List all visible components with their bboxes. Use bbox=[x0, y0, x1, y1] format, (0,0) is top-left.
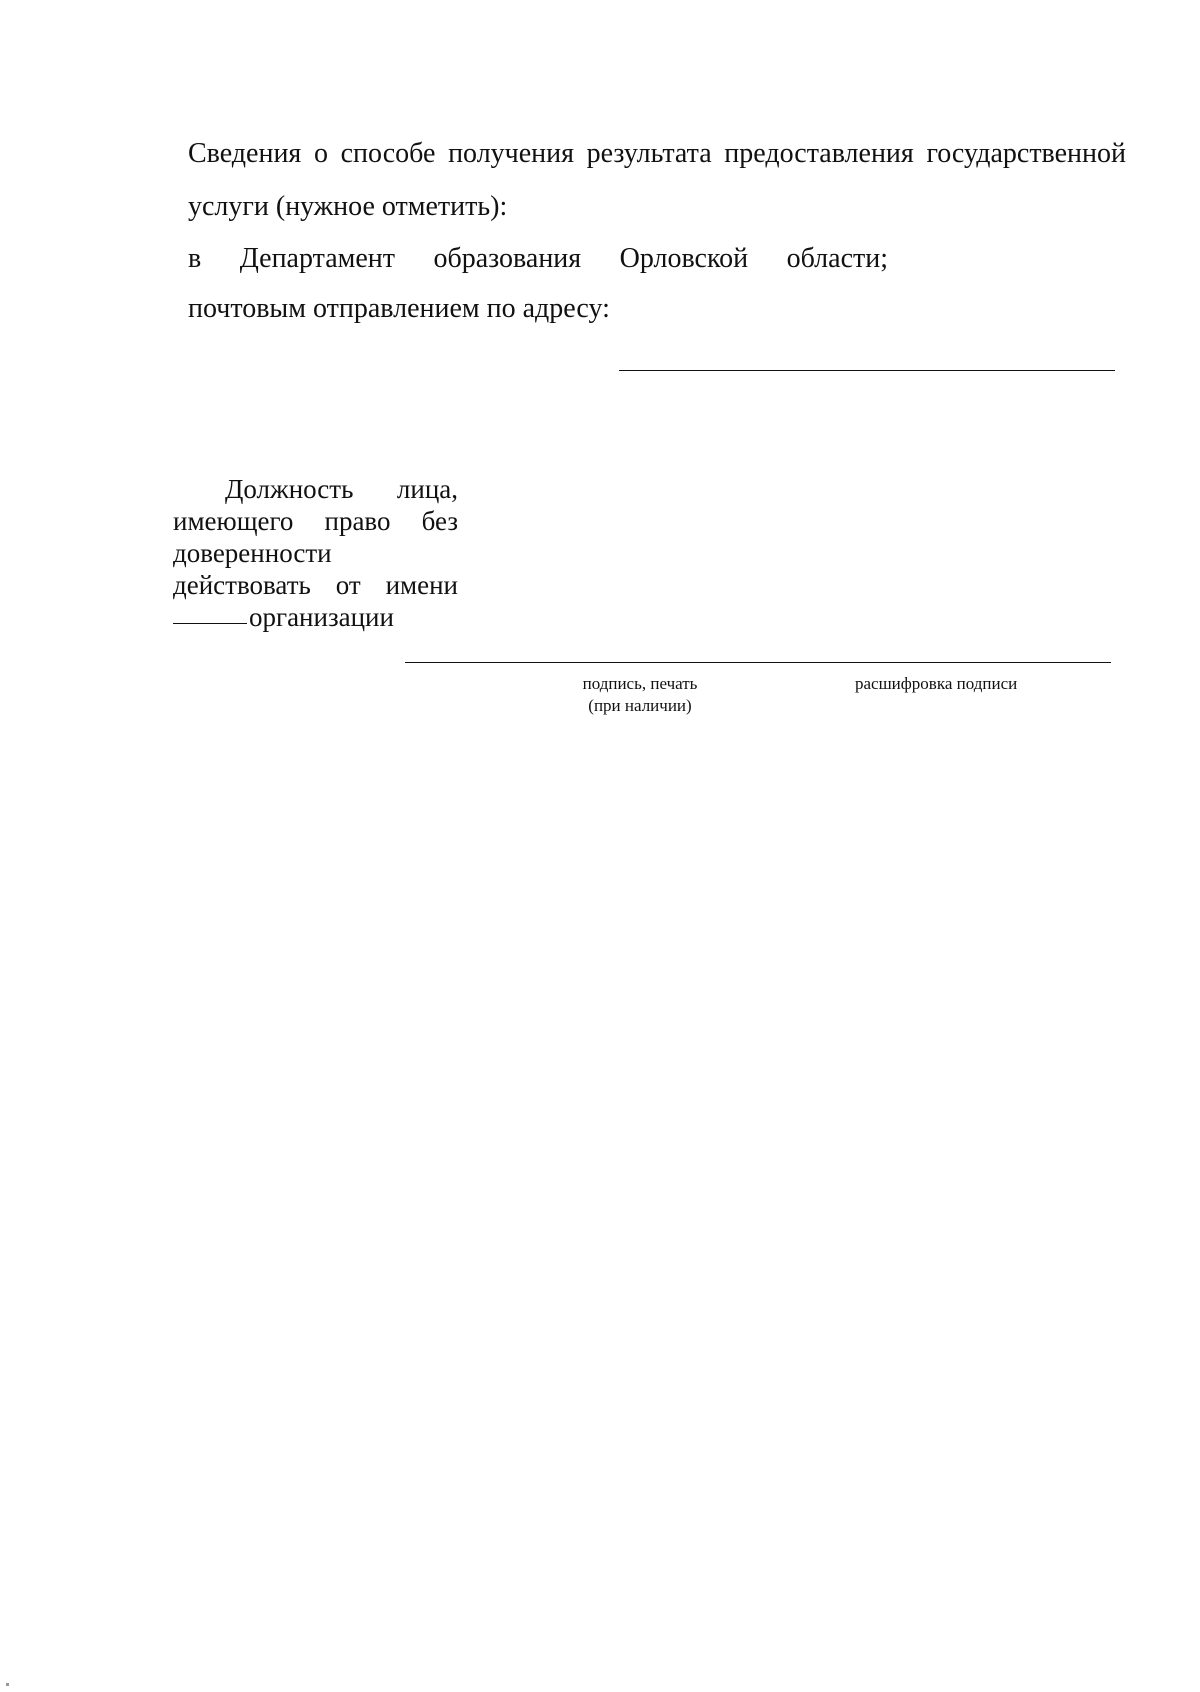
delivery-heading-line1: Сведения о способе получения результата предоставления государственной bbox=[188, 138, 1126, 169]
address-blank-line bbox=[619, 370, 1115, 371]
signature-caption-line1: подпись, печать bbox=[582, 674, 698, 693]
signatory-line3: доверенности bbox=[173, 538, 332, 568]
option-post: почтовым отправлением по адресу: bbox=[188, 293, 610, 324]
scan-speck bbox=[6, 1683, 9, 1686]
organization-blank-line bbox=[173, 623, 247, 624]
signatory-line5: организации bbox=[249, 602, 394, 632]
signature-line bbox=[405, 662, 1111, 663]
signatory-line2: имеющего право без bbox=[173, 506, 458, 536]
signatory-position bbox=[173, 473, 458, 633]
signature-decode-caption: расшифровка подписи bbox=[855, 674, 1018, 693]
option-department: в Департамент образования Орловской области; bbox=[188, 243, 888, 274]
delivery-heading-line2: услуги (нужное отметить): bbox=[188, 191, 508, 222]
signatory-line5-wrap bbox=[173, 601, 458, 633]
signatory-line4: действовать от имени bbox=[173, 570, 458, 600]
signature-caption-line2: (при наличии) bbox=[588, 696, 692, 715]
signatory-line1: Должность лица, bbox=[225, 474, 458, 504]
signature-caption bbox=[560, 673, 720, 717]
